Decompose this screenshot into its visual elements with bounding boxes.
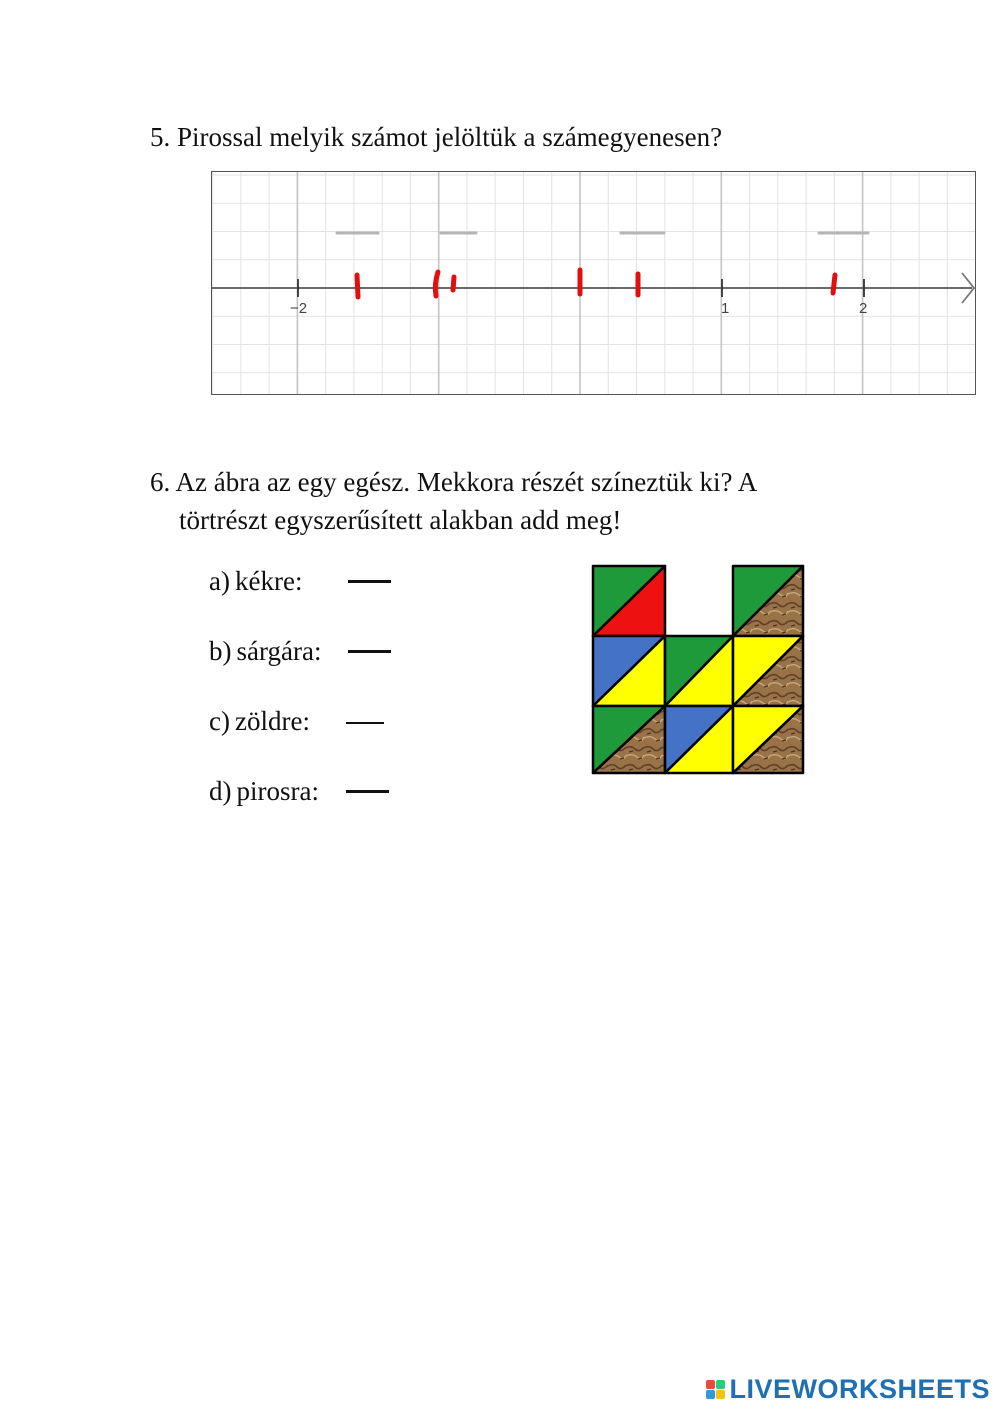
fraction-grid-svg bbox=[590, 563, 806, 776]
liveworksheets-logo bbox=[706, 1374, 990, 1405]
item-label: sárgára: bbox=[236, 636, 322, 666]
item-label: zöldre: bbox=[234, 706, 310, 736]
item-letter: a) bbox=[209, 566, 230, 596]
item-yellow bbox=[209, 634, 321, 668]
number-line-figure bbox=[211, 171, 976, 395]
logo-mark-icon bbox=[706, 1380, 725, 1399]
item-green bbox=[209, 704, 310, 738]
logo-text: LIVEWORKSHEETS bbox=[729, 1374, 990, 1404]
question-6-text-line-2: törtrészt egyszerűsített alakban add meg! bbox=[179, 505, 622, 535]
item-red bbox=[209, 774, 319, 808]
answer-blank-green[interactable] bbox=[346, 722, 384, 724]
item-label: kékre: bbox=[234, 566, 303, 596]
tick-label-minus-two: −2 bbox=[290, 300, 308, 317]
red-marker bbox=[453, 277, 454, 290]
tick-label-two: 2 bbox=[859, 300, 868, 317]
answer-blank-red[interactable] bbox=[346, 790, 389, 793]
answer-blank-blue[interactable] bbox=[348, 580, 391, 583]
item-letter: d) bbox=[209, 776, 232, 806]
item-letter: b) bbox=[209, 636, 232, 666]
tick-label-one: 1 bbox=[721, 300, 730, 317]
item-blue bbox=[209, 564, 302, 598]
fraction-grid-figure bbox=[590, 563, 806, 776]
item-label: pirosra: bbox=[236, 776, 319, 806]
question-5-text: 5. Pirossal melyik számot jelöltük a számegyenesen? bbox=[150, 122, 723, 152]
answer-blank-yellow[interactable] bbox=[348, 650, 391, 653]
number-line-svg bbox=[212, 172, 976, 395]
red-marker bbox=[833, 275, 835, 293]
red-marker bbox=[357, 275, 358, 297]
item-letter: c) bbox=[209, 706, 230, 736]
question-6-text-line-1: 6. Az ábra az egy egész. Mekkora részét színeztük ki? A bbox=[150, 467, 758, 497]
red-marker bbox=[435, 272, 438, 296]
